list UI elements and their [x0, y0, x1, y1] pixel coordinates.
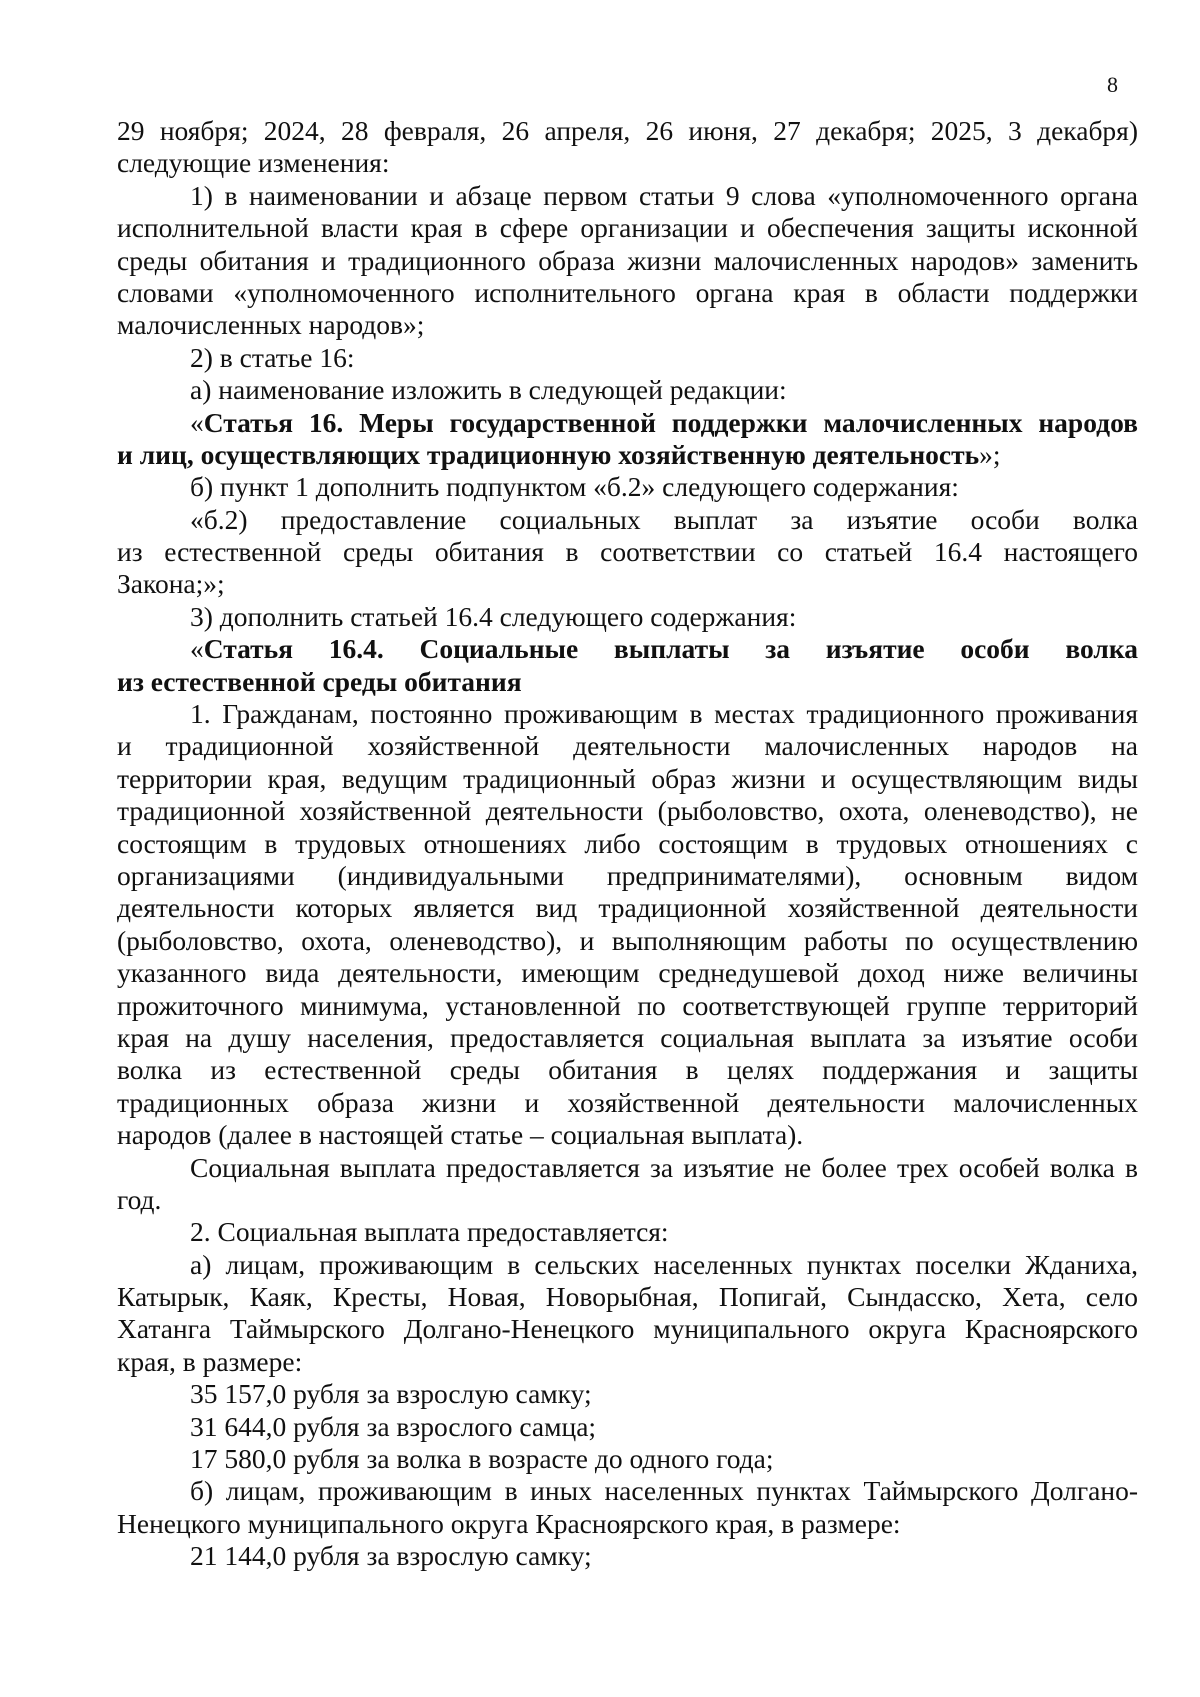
text-segment: а) наименование изложить в следующей редакции:	[190, 374, 787, 406]
text-line	[117, 277, 1138, 309]
text-line	[117, 1313, 1138, 1345]
text-segment: среды обитания и традиционного образа жизни малочисленных народов» заменить	[117, 244, 1138, 276]
text-line	[117, 1119, 1138, 1151]
text-segment: год.	[117, 1183, 162, 1215]
text-line	[117, 115, 1138, 147]
text-segment: Закона;»;	[117, 568, 225, 600]
text-segment: организациями (индивидуальными предпринимателями), основным видом	[117, 859, 1138, 891]
text-line	[117, 698, 1138, 730]
text-line	[117, 374, 1138, 406]
text-segment: «	[190, 406, 204, 438]
text-segment: и лиц, осуществляющих традиционную хозяйственную деятельность	[117, 438, 980, 470]
text-line	[117, 471, 1138, 503]
text-line	[117, 1540, 1138, 1572]
text-line	[117, 1443, 1138, 1475]
text-line	[117, 309, 1138, 341]
text-segment: 1) в наименовании и абзаце первом статьи 9 слова «уполномоченного органа	[190, 179, 1138, 211]
text-segment: прожиточного минимума, установленной по соответствующей группе территорий	[117, 989, 1138, 1021]
text-line	[117, 892, 1138, 924]
text-segment: 1. Гражданам, постоянно проживающим в местах традиционного проживания	[190, 698, 1138, 730]
text-segment: и традиционной хозяйственной деятельности малочисленных народов на	[117, 730, 1138, 762]
text-segment: территории края, ведущим традиционный образ жизни и осуществляющим виды	[117, 762, 1138, 794]
text-segment: волка из естественной среды обитания в целях поддержания и защиты	[117, 1054, 1138, 1086]
text-segment: Статья 16.4. Социальные выплаты за изъятие особи волка	[203, 633, 1138, 665]
text-line	[117, 1054, 1138, 1086]
text-line	[117, 147, 1138, 179]
text-segment: из естественной среды обитания	[117, 665, 522, 697]
text-segment: следующие изменения:	[117, 147, 390, 179]
text-line	[117, 568, 1138, 600]
text-segment: 21 144,0 рубля за взрослую самку;	[190, 1540, 592, 1572]
text-line	[117, 1346, 1138, 1378]
text-line	[117, 1378, 1138, 1410]
text-line	[117, 1411, 1138, 1443]
text-segment: 35 157,0 рубля за взрослую самку;	[190, 1378, 592, 1410]
text-line	[117, 957, 1138, 989]
text-line	[117, 1216, 1138, 1248]
text-line	[117, 1508, 1138, 1540]
text-segment: б) лицам, проживающим в иных населенных пунктах Таймырского Долгано-	[190, 1475, 1138, 1507]
text-line	[117, 504, 1138, 536]
document-body	[117, 115, 1138, 1573]
text-line	[117, 407, 1138, 439]
text-segment: а) лицам, проживающим в сельских населенных пунктах поселки Жданиха,	[190, 1248, 1138, 1280]
text-line	[117, 1152, 1138, 1184]
text-line	[117, 1022, 1138, 1054]
text-segment: Хатанга Таймырского Долгано-Ненецкого муниципального округа Красноярского	[117, 1313, 1138, 1345]
text-segment: края, в размере:	[117, 1345, 303, 1377]
text-line	[117, 536, 1138, 568]
text-segment: деятельности которых является вид традиционной хозяйственной деятельности	[117, 892, 1138, 924]
text-segment: словами «уполномоченного исполнительного органа края в области поддержки	[117, 276, 1138, 308]
text-segment: Катырык, Каяк, Кресты, Новая, Новорыбная, Попигай, Сындасско, Хета, село	[117, 1281, 1138, 1313]
text-segment: традиционной хозяйственной деятельности (рыболовство, охота, оленеводство), не	[117, 795, 1138, 827]
text-line	[117, 1249, 1138, 1281]
text-segment: традиционных образа жизни и хозяйственной деятельности малочисленных	[117, 1086, 1138, 1118]
text-segment: «б.2) предоставление социальных выплат за изъятие особи волка	[190, 503, 1138, 535]
text-line	[117, 601, 1138, 633]
text-segment: 3) дополнить статьей 16.4 следующего содержания:	[190, 600, 797, 632]
text-line	[117, 1087, 1138, 1119]
text-line	[117, 342, 1138, 374]
text-segment: 17 580,0 рубля за волка в возрасте до одного года;	[190, 1443, 774, 1475]
text-segment: края на душу населения, предоставляется социальная выплата за изъятие особи	[117, 1021, 1138, 1053]
text-line	[117, 245, 1138, 277]
text-segment: «	[190, 633, 204, 665]
text-line	[117, 1281, 1138, 1313]
text-segment: 2. Социальная выплата предоставляется:	[190, 1216, 669, 1248]
text-segment: исполнительной власти края в сфере организации и обеспечения защиты исконной	[117, 212, 1138, 244]
text-segment: 2) в статье 16:	[190, 341, 355, 373]
text-segment: Ненецкого муниципального округа Красноярского края, в размере:	[117, 1507, 901, 1539]
text-segment: Социальная выплата предоставляется за изъятие не более трех особей волка в	[190, 1151, 1138, 1183]
text-line	[117, 730, 1138, 762]
text-line	[117, 180, 1138, 212]
text-line	[117, 763, 1138, 795]
text-segment: народов (далее в настоящей статье – социальная выплата).	[117, 1119, 804, 1151]
text-segment: Статья 16. Меры государственной поддержки малочисленных народов	[203, 406, 1138, 438]
text-line	[117, 925, 1138, 957]
text-line	[117, 633, 1138, 665]
text-segment: »;	[979, 438, 1001, 470]
text-line	[117, 1184, 1138, 1216]
text-line	[117, 990, 1138, 1022]
text-segment: (рыболовство, охота, оленеводство), и выполняющим работы по осуществлению	[117, 924, 1138, 956]
text-segment: малочисленных народов»;	[117, 309, 425, 341]
page-number: 8	[1107, 72, 1118, 97]
text-segment: из естественной среды обитания в соответствии со статьей 16.4 настоящего	[117, 536, 1138, 568]
text-segment: 29 ноября; 2024, 28 февраля, 26 апреля, 26 июня, 27 декабря; 2025, 3 декабря)	[117, 115, 1138, 146]
text-line	[117, 666, 1138, 698]
text-line	[117, 212, 1138, 244]
text-segment: указанного вида деятельности, имеющим среднедушевой доход ниже величины	[117, 957, 1138, 989]
text-segment: 31 644,0 рубля за взрослого самца;	[190, 1410, 597, 1442]
text-line	[117, 828, 1138, 860]
text-segment: б) пункт 1 дополнить подпунктом «б.2» следующего содержания:	[190, 471, 959, 503]
text-segment: состоящим в трудовых отношениях либо состоящим в трудовых отношениях с	[117, 827, 1138, 859]
text-line	[117, 1475, 1138, 1507]
text-line	[117, 795, 1138, 827]
text-line	[117, 439, 1138, 471]
text-line	[117, 860, 1138, 892]
